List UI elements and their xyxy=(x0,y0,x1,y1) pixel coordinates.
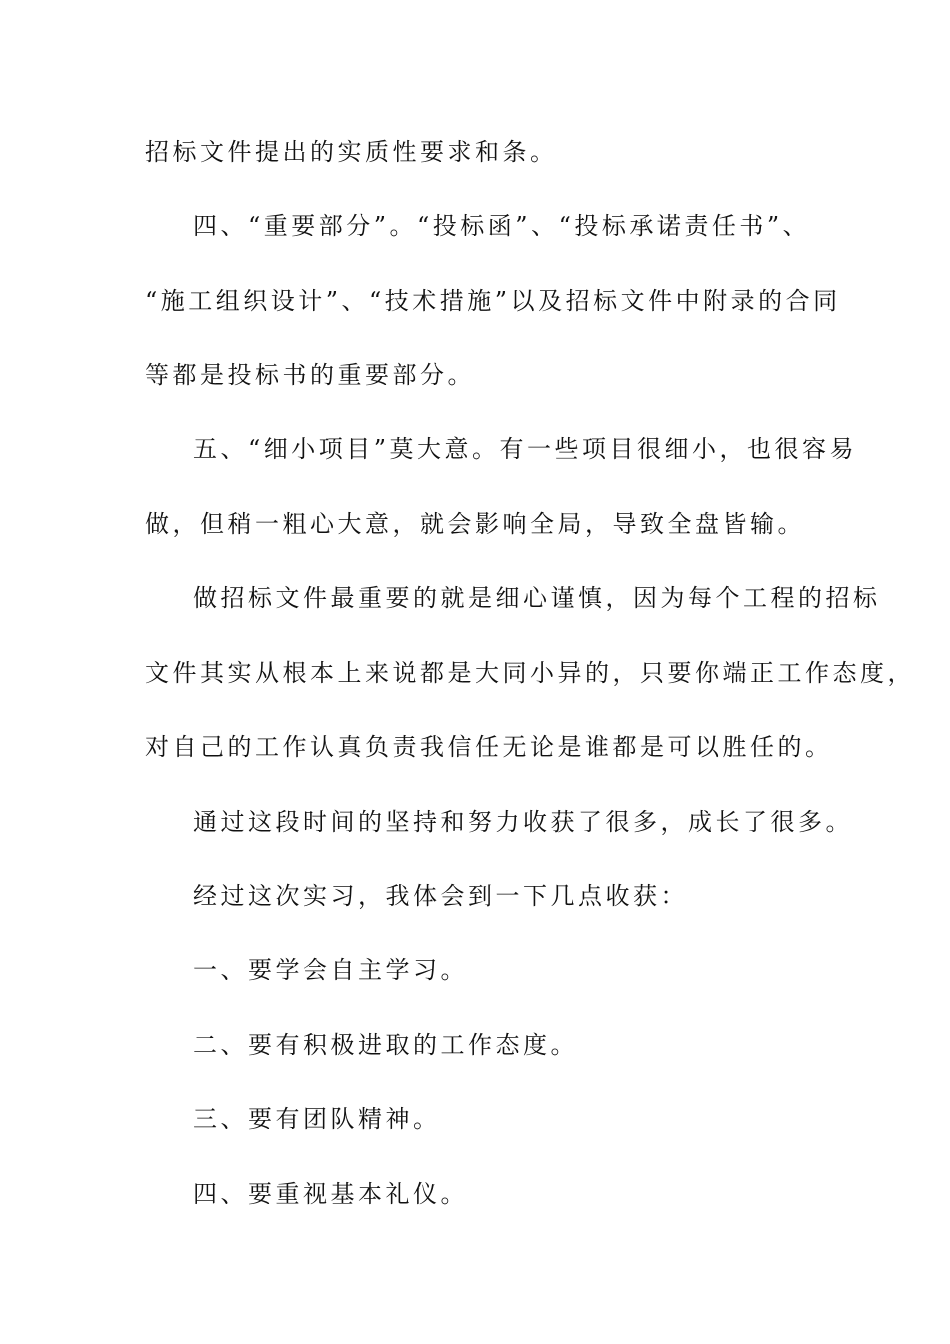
text-line-2: 四、“重要部分”。“投标函”、“投标承诺责任书”、 xyxy=(193,212,811,240)
text-line-8: 文件其实从根本上来说都是大同小异的，只要你端正工作态度， xyxy=(145,659,915,687)
text-line-12: 一、要学会自主学习。 xyxy=(193,956,468,984)
text-line-1: 招标文件提出的实质性要求和条。 xyxy=(145,138,558,166)
text-line-6: 做，但稍一粗心大意，就会影响全局，导致全盘皆输。 xyxy=(145,510,805,538)
text-line-15: 四、要重视基本礼仪。 xyxy=(193,1180,468,1208)
text-line-3: “施工组织设计”、“技术措施”以及招标文件中附录的合同 xyxy=(145,287,841,315)
text-line-9: 对自己的工作认真负责我信任无论是谁都是可以胜任的。 xyxy=(145,733,833,761)
text-line-14: 三、要有团队精神。 xyxy=(193,1105,441,1133)
text-line-13: 二、要有积极进取的工作态度。 xyxy=(193,1031,578,1059)
text-line-7: 做招标文件最重要的就是细心谨慎，因为每个工程的招标 xyxy=(193,584,881,612)
text-line-5: 五、“细小项目”莫大意。有一些项目很细小，也很容易 xyxy=(193,435,858,463)
text-line-10: 通过这段时间的坚持和努力收获了很多，成长了很多。 xyxy=(193,808,853,836)
text-line-4: 等都是投标书的重要部分。 xyxy=(145,361,475,389)
text-line-11: 经过这次实习，我体会到一下几点收获： xyxy=(193,882,688,910)
